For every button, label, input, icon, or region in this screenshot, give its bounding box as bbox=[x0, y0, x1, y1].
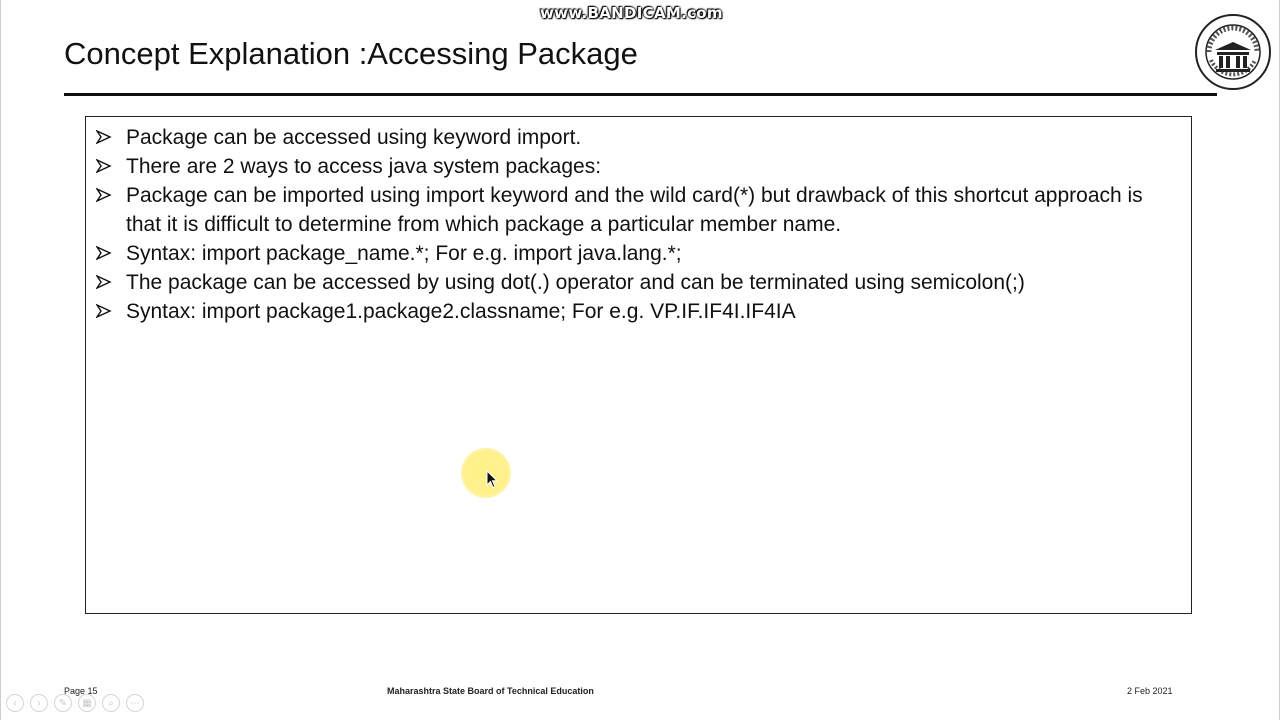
pen-icon[interactable]: ✎ bbox=[54, 694, 72, 712]
bullet-item bbox=[96, 152, 1176, 181]
previous-slide-icon[interactable]: ‹ bbox=[6, 694, 24, 712]
slide-title: Concept Explanation :Accessing Package bbox=[64, 36, 638, 71]
page-number: Page 15 bbox=[64, 686, 98, 696]
next-slide-icon[interactable]: › bbox=[30, 694, 48, 712]
bullet-item bbox=[96, 268, 1176, 297]
arrow-bullet-icon bbox=[96, 130, 112, 144]
bullet-item bbox=[96, 297, 1176, 326]
bullet-item bbox=[96, 123, 1176, 152]
bullet-text: Syntax: import package1.package2.classname; For e.g. VP.IF.IF4I.IF4IA bbox=[126, 300, 796, 323]
msbte-seal-logo bbox=[1193, 12, 1273, 92]
mouse-pointer-icon bbox=[486, 470, 498, 490]
bullet-item bbox=[96, 239, 1176, 268]
arrow-bullet-icon bbox=[96, 188, 112, 202]
slides-grid-icon[interactable]: ▦ bbox=[78, 694, 96, 712]
recorder-watermark: www.BANDICAM.com bbox=[540, 4, 723, 22]
zoom-icon[interactable]: ⌕ bbox=[102, 694, 120, 712]
bullet-item bbox=[96, 181, 1176, 239]
bullet-list bbox=[96, 123, 1176, 326]
arrow-bullet-icon bbox=[96, 275, 112, 289]
bullet-text: Syntax: import package_name.*; For e.g. import java.lang.*; bbox=[126, 242, 682, 265]
bullet-text: The package can be accessed by using dot(.) operator and can be terminated using semicolon(;) bbox=[126, 271, 1025, 294]
arrow-bullet-icon bbox=[96, 246, 112, 260]
bullet-text: Package can be accessed using keyword import. bbox=[126, 126, 582, 149]
content-box bbox=[85, 116, 1192, 614]
footer-organization: Maharashtra State Board of Technical Education bbox=[387, 686, 594, 696]
more-options-icon[interactable]: ⋯ bbox=[126, 694, 144, 712]
slide-border-left bbox=[0, 0, 1, 720]
footer-date: 2 Feb 2021 bbox=[1127, 686, 1173, 696]
slideshow-controls bbox=[6, 694, 144, 712]
bullet-text: Package can be imported using import keyword and the wild card(*) but drawback of this shortcut approach is that it is difficult to determine from which package a particular member name. bbox=[126, 184, 1143, 236]
arrow-bullet-icon bbox=[96, 304, 112, 318]
bullet-text: There are 2 ways to access java system packages: bbox=[126, 155, 602, 178]
title-divider bbox=[64, 93, 1217, 96]
arrow-bullet-icon bbox=[96, 159, 112, 173]
